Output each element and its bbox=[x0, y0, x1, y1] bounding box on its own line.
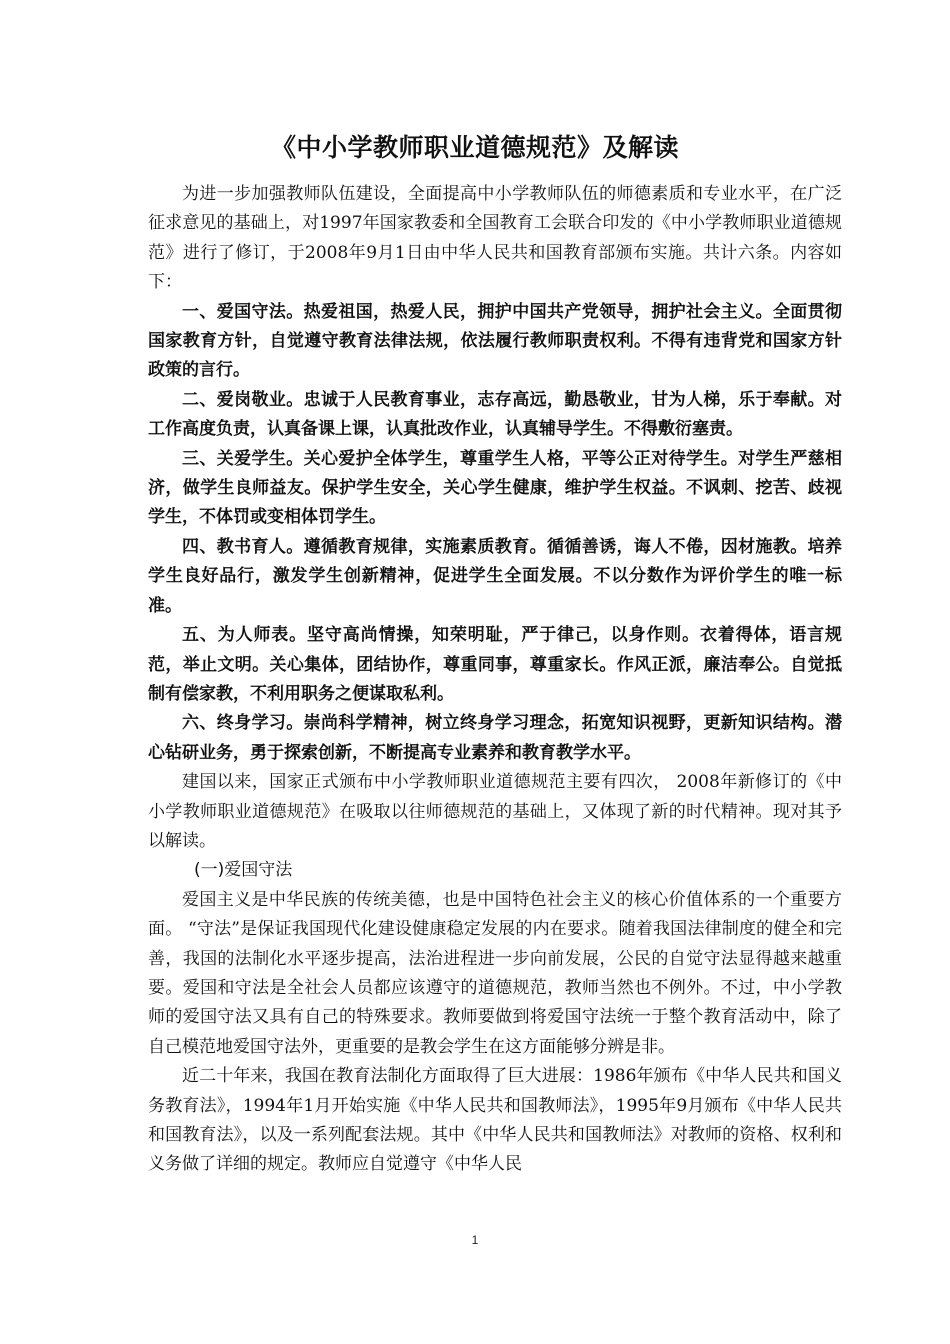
page-number: 1 bbox=[471, 1233, 479, 1247]
article-1: 一、爱国守法。热爱祖国，热爱人民，拥护中国共产党领导，拥护社会主义。全面贯彻国家教育方针，自觉遵守教育法律法规，依法履行教师职责权利。不得有违背党和国家方针政策的言行。 bbox=[148, 301, 842, 381]
article-6: 六、终身学习。崇尚科学精神，树立终身学习理念，拓宽知识视野，更新知识结构。潜心钻研业务，勇于探索创新，不断提高专业素养和教育教学水平。 bbox=[148, 713, 842, 763]
article-3: 三、关爱学生。关心爱护全体学生，尊重学生人格，平等公正对待学生。对学生严慈相济，做学生良师益友。保护学生安全，关心学生健康，维护学生权益。不讽刺、挖苦、歧视学生，不体罚或变相体罚学生。 bbox=[148, 448, 842, 528]
commentary-intro-paragraph: 建国以来，国家正式颁布中小学教师职业道德规范主要有四次， 2008年新修订的《中小学教师职业道德规范》在吸取以往师德规范的基础上，又体现了新的时代精神。现对其予以解读。 bbox=[148, 772, 842, 851]
section-heading-patriotism: (一)爱国守法 bbox=[194, 860, 293, 881]
article-5: 五、为人师表。坚守高尚情操，知荣明耻，严于律己，以身作则。衣着得体，语言规范，举止文明。关心集体，团结协作，尊重同事，尊重家长。作风正派，廉洁奉公。自觉抵制有偿家教，不利用职务之便谋取私利。 bbox=[148, 625, 842, 704]
article-2: 二、爱岗敬业。忠诚于人民教育事业，志存高远，勤恳敬业，甘为人梯，乐于奉献。对工作高度负责，认真备课上课，认真批改作业，认真辅导学生。不得敷衍塞责。 bbox=[148, 389, 842, 440]
article-4: 四、教书育人。遵循教育规律，实施素质教育。循循善诱，诲人不倦，因材施教。培养学生良好品行，激发学生创新精神，促进学生全面发展。不以分数作为评价学生的唯一标准。 bbox=[148, 536, 842, 616]
section-1-paragraph-2: 近二十年来，我国在教育法制化方面取得了巨大进展：1986年颁布《中华人民共和国义务教育法》，1994年1月开始实施《中华人民共和国教师法》，1995年9月颁布《中华人民共和国教育法》，以及一系列配套法规。其中《中华人民共和国教师法》对教师的资格、权利和义务做了详细的规定。教师应自觉遵守《中华人民 bbox=[148, 1066, 842, 1175]
document-title: 《中小学教师职业道德规范》及解读 bbox=[270, 133, 679, 162]
document-body bbox=[148, 180, 842, 1180]
intro-paragraph: 为进一步加强教师队伍建设，全面提高中小学教师队伍的师德素质和专业水平，在广泛征求意见的基础上，对1997年国家教委和全国教育工会联合印发的《中小学教师职业道德规范》进行了修订，于2008年9月1日由中华人民共和国教育部颁布实施。共计六条。内容如下： bbox=[148, 184, 842, 293]
section-1-paragraph-1: 爱国主义是中华民族的传统美德，也是中国特色社会主义的核心价值体系的一个重要方面。 “守法”是保证我国现代化建设健康稳定发展的内在要求。随着我国法律制度的健全和完善，我国的法制化水平逐步提高，法治进程进一步向前发展，公民的自觉守法显得越来越重要。爱国和守法是全社会人员都应该遵守的道德规范，教师当然也不例外。不过，中小学教师的爱国守法又具有自己的特殊要求。教师要做到将爱国守法统一于整个教育活动中，除了自己模范地爱国守法外，更重要的是教会学生在这方面能够分辨是非。 bbox=[148, 889, 842, 1057]
